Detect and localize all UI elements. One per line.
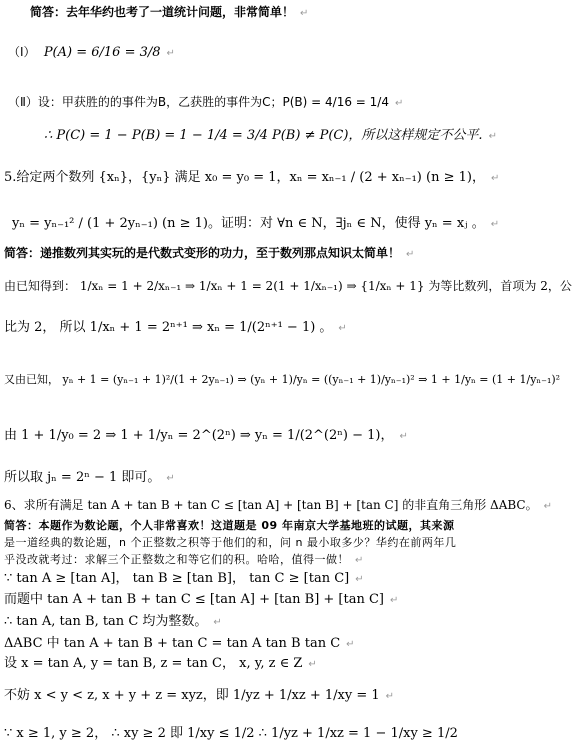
line-19: ∴ tan A, tan B, tan C 均为整数。 ↵ [4, 614, 222, 629]
return-icon: ↵ [390, 595, 399, 606]
return-icon: ↵ [385, 691, 395, 702]
line-18: 而题中 tan A + tan B + tan C ≤ [tan A] + [tan B] + [tan C] ↵ [4, 592, 399, 607]
line-6: yₙ = yₙ₋₁² / (1 + 2yₙ₋₁) (n ≥ 1)。证明：对 ∀n ∈ N，∃jₙ ∈ N，使得 yₙ = xⱼ 。 ↵ [12, 216, 500, 231]
return-icon: ↵ [300, 8, 309, 19]
return-icon: ↵ [338, 323, 347, 334]
line-22: 不妨 x < y < z, x + y + z = xyz，即 1/yz + 1/xz + 1/xy = 1 ↵ [4, 688, 395, 703]
line-10: 又由已知， yₙ + 1 = (yₙ₋₁ + 1)²/(1 + 2yₙ₋₁) ⇒ (yₙ + 1)/yₙ = ((yₙ₋₁ + 1)/yₙ₋₁)² ⇒ 1 + 1/yₙ = (1 + 1/yₙ₋₁)² [4, 373, 561, 386]
line-3: （Ⅱ）设：甲获胜的的事件为B，乙获胜的事件为C；P(B) = 4/16 = 1/4 ↵ [8, 95, 404, 109]
return-icon: ↵ [490, 219, 500, 230]
line-17: ∵ tan A ≥ [tan A]， tan B ≥ [tan B]， tan C ≥ [tan C] ↵ [4, 571, 364, 586]
line-9: 比为 2， 所以 1/xₙ + 1 = 2ⁿ⁺¹ ⇒ xₙ = 1/(2ⁿ⁺¹ − 1) 。 ↵ [4, 320, 347, 335]
return-icon: ↵ [213, 617, 222, 628]
return-icon: ↵ [355, 555, 364, 566]
return-icon: ↵ [406, 249, 415, 260]
return-icon: ↵ [543, 501, 552, 512]
line-4: ∴ P(C) = 1 − P(B) = 1 − 1/4 = 3/4 P(B) ≠ P(C)，所以这样规定不公平. ↵ [44, 128, 497, 143]
line-11: 由 1 + 1/y₀ = 2 ⇒ 1 + 1/yₙ = 2^(2ⁿ) ⇒ yₙ = 1/(2^(2ⁿ) − 1)， ↵ [4, 428, 408, 443]
line-14: 简答：本题作为数论题，个人非常喜欢！这道题是 09 年南京大学基地班的试题，其来源 [4, 519, 455, 532]
line-5: 5.给定两个数列 {xₙ}，{yₙ} 满足 x₀ = y₀ = 1，xₙ = xₙ₋₁ / (2 + xₙ₋₁) (n ≥ 1)， ↵ [4, 170, 500, 185]
return-icon: ↵ [394, 98, 404, 109]
line-7: 简答：递推数列其实玩的是代数式变形的功力，至于数列那点知识太简单！ ↵ [4, 246, 415, 260]
line-8: 由已知得到： 1/xₙ = 1 + 2/xₙ₋₁ ⇒ 1/xₙ + 1 = 2(1 + 1/xₙ₋₁) ⇒ {1/xₙ + 1} 为等比数列，首项为 2，公 [4, 279, 572, 293]
return-icon: ↵ [166, 48, 175, 59]
return-icon: ↵ [488, 131, 497, 142]
return-icon: ↵ [490, 173, 500, 184]
line-16: 乎没改就考过：求解三个正整数之和等它们的积。哈哈，值得一做！ ↵ [4, 553, 364, 566]
line-1: 简答：去年华约也考了一道统计问题，非常简单！ ↵ [30, 5, 309, 19]
line-13: 6、求所有满足 tan A + tan B + tan C ≤ [tan A] + [tan B] + [tan C] 的非直角三角形 ΔABC。 ↵ [4, 498, 552, 512]
line-2: （Ⅰ） P(A) = 6/16 = 3/8 ↵ [8, 45, 175, 60]
return-icon: ↵ [308, 659, 317, 670]
line-21: 设 x = tan A, y = tan B, z = tan C， x, y, z ∈ Z ↵ [4, 656, 317, 671]
return-icon: ↵ [399, 431, 408, 442]
line-20: ΔABC 中 tan A + tan B + tan C = tan A tan B tan C ↵ [4, 636, 355, 651]
line-23: ∵ x ≥ 1, y ≥ 2， ∴ xy ≥ 2 即 1/xy ≤ 1/2 ∴ 1/yz + 1/xz = 1 − 1/xy ≥ 1/2 [4, 726, 458, 741]
return-icon: ↵ [166, 473, 175, 484]
line-15: 是一道经典的数论题，n 个正整数之积等于他们的和，问 n 最小取多少？华约在前两年几 [4, 536, 457, 549]
return-icon: ↵ [355, 574, 364, 585]
return-icon: ↵ [346, 639, 355, 650]
line-12: 所以取 jₙ = 2ⁿ − 1 即可。 ↵ [4, 470, 175, 485]
